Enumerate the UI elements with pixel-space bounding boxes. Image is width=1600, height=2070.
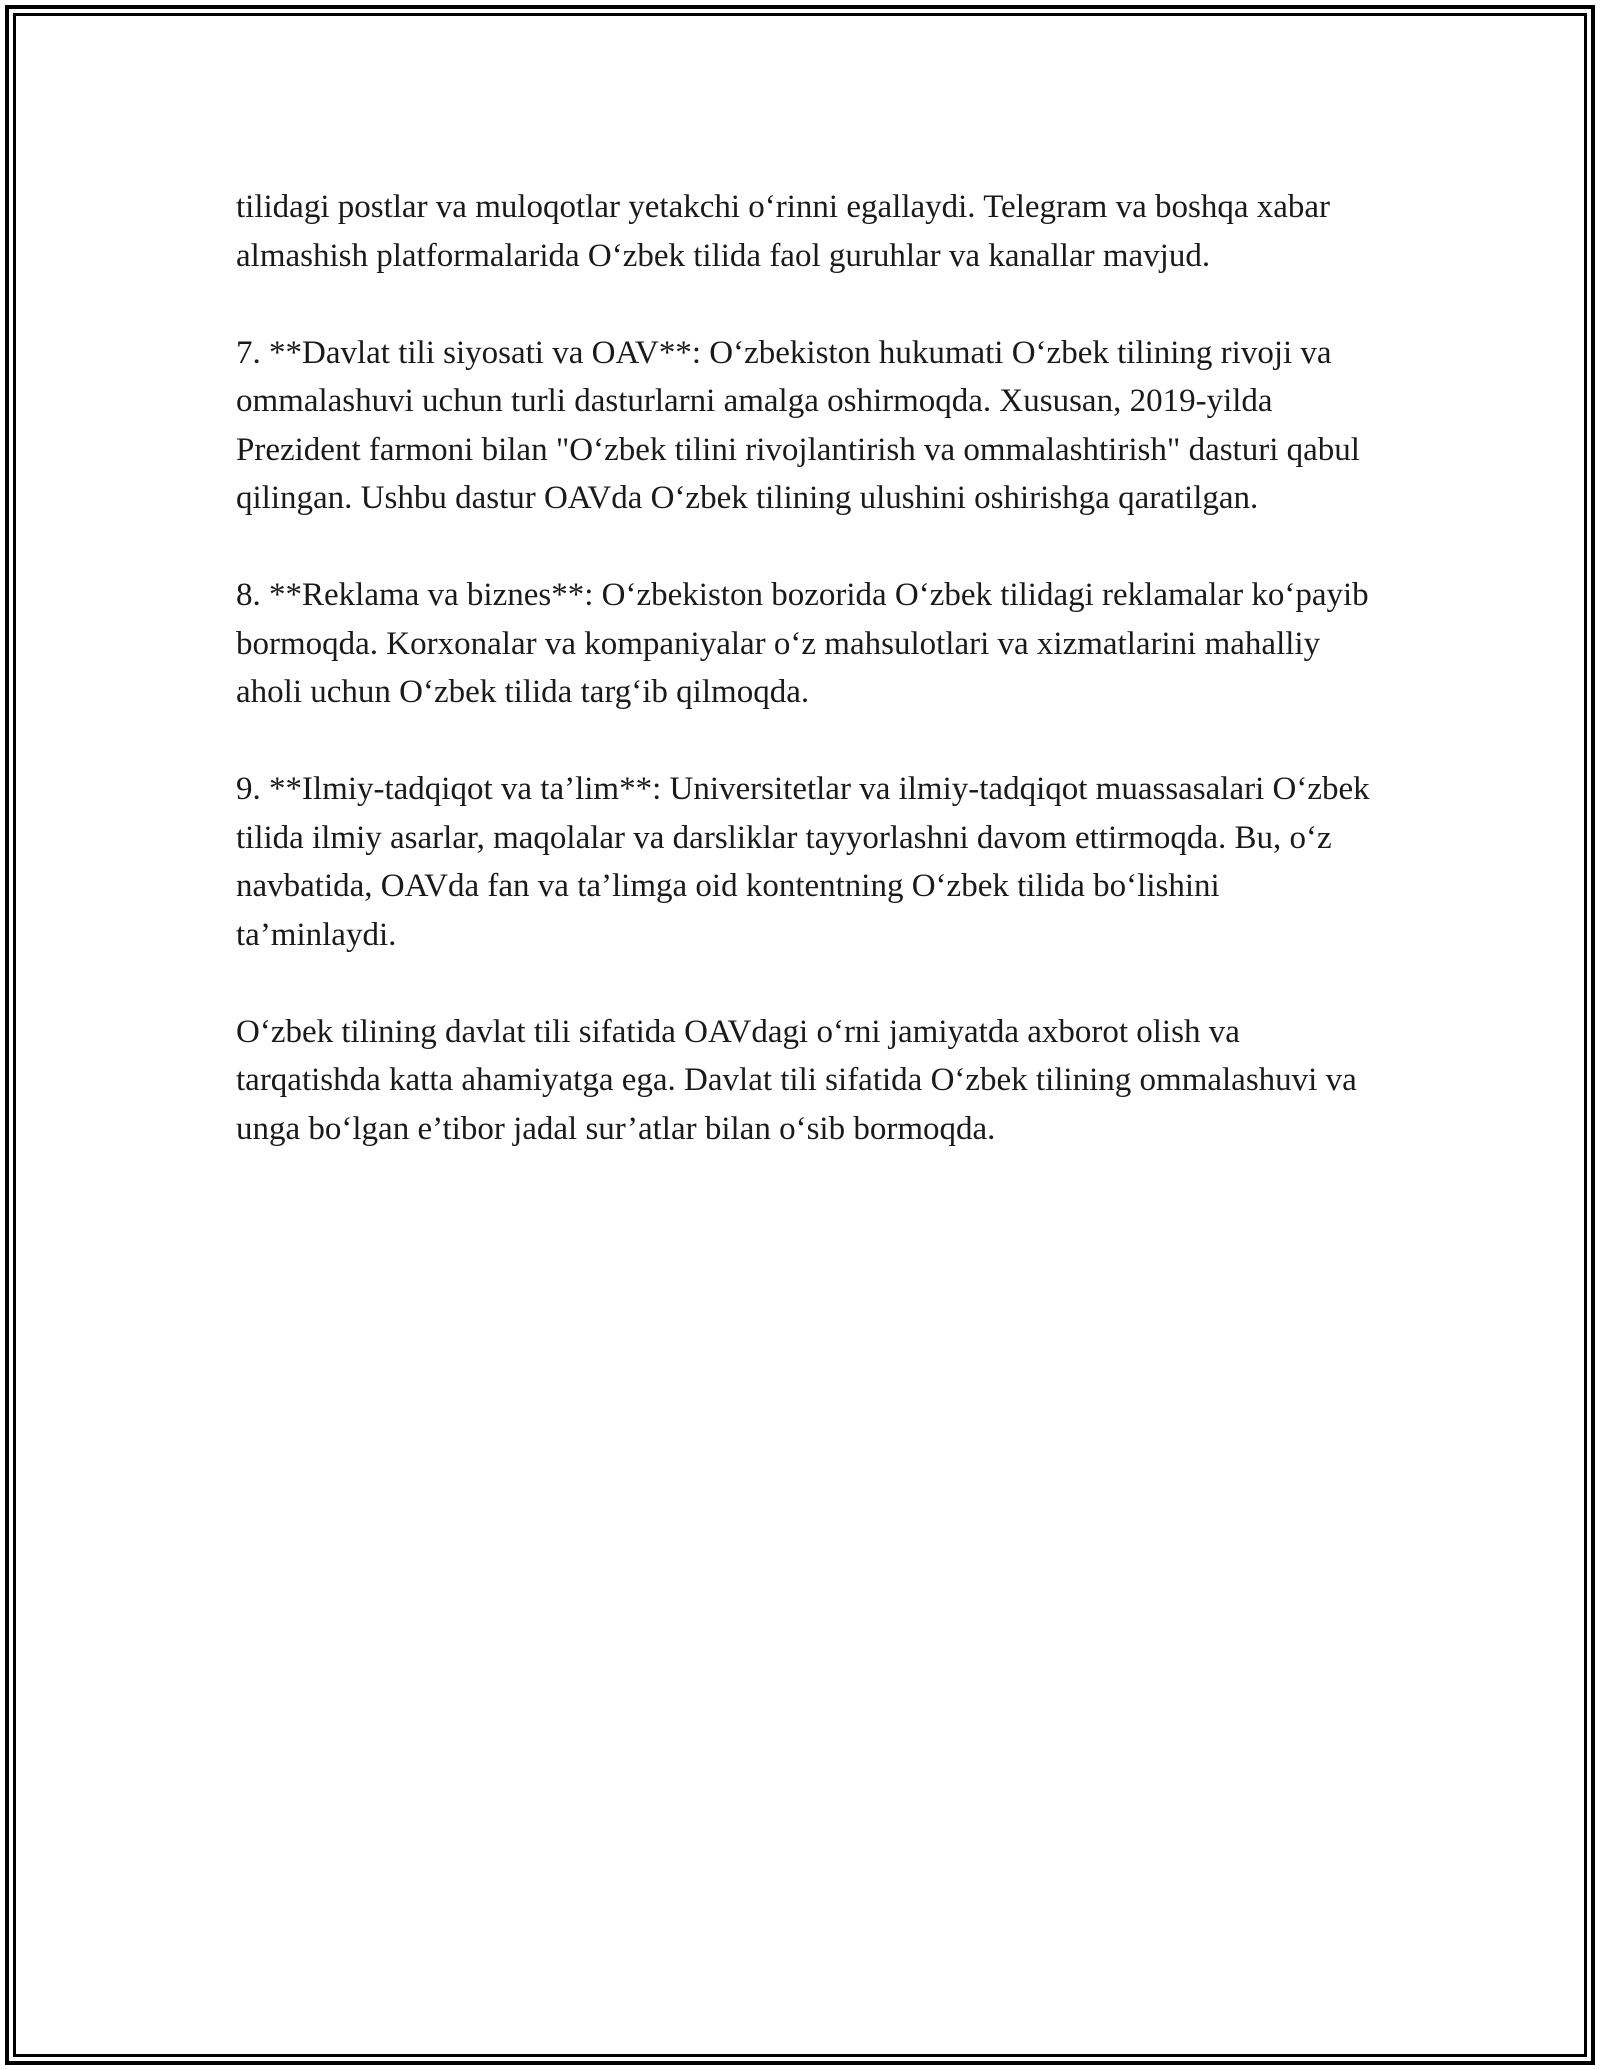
paragraph-item-9: 9. **Ilmiy-tadqiqot va ta’lim**: Universitetlar va ilmiy-tadqiqot muassasalari O‘zbek tilida ilmiy asarlar, maqolalar va darsliklar tayyorlashni davom ettirmoqda. Bu, o‘z navbatida, OAVda fan va ta’limga oid kontentning O‘zbek tilida bo‘lishini ta’minlaydi. xyxy=(236,771,1370,953)
paragraph-conclusion: O‘zbek tilining davlat tili sifatida OAVdagi o‘rni jamiyatda axborot olish va tarqatishda katta ahamiyatga ega. Davlat tili sifatida O‘zbek tilining ommalashuvi va unga bo‘lgan e’tibor jadal sur’atlar bilan o‘sib bormoqda. xyxy=(236,1013,1357,1147)
paragraph-continuation: tilidagi postlar va muloqotlar yetakchi o‘rinni egallaydi. Telegram va boshqa xabar almashish platformalarida O‘zbek tilida faol guruhlar va kanallar mavjud. xyxy=(236,189,1330,274)
paragraph-item-8: 8. **Reklama va biznes**: O‘zbekiston bozorida O‘zbek tilidagi reklamalar ko‘payib bormoqda. Korxonalar va kompaniyalar o‘z mahsulotlari va xizmatlarini mahalliy aholi uchun O‘zbek tilida targ‘ib qilmoqda. xyxy=(236,577,1369,710)
document-body xyxy=(236,183,1376,1153)
paragraph-item-7: 7. **Davlat tili siyosati va OAV**: O‘zbekiston hukumati O‘zbek tilining rivoji va ommalashuvi uchun turli dasturlarni amalga oshirmoqda. Xususan, 2019-yilda Prezident farmoni bilan "O‘zbek tilini rivojlantirish va ommalashtirish" dasturi qabul qilingan. Ushbu dastur OAVda O‘zbek tilining ulushini oshirishga qaratilgan. xyxy=(236,334,1360,516)
